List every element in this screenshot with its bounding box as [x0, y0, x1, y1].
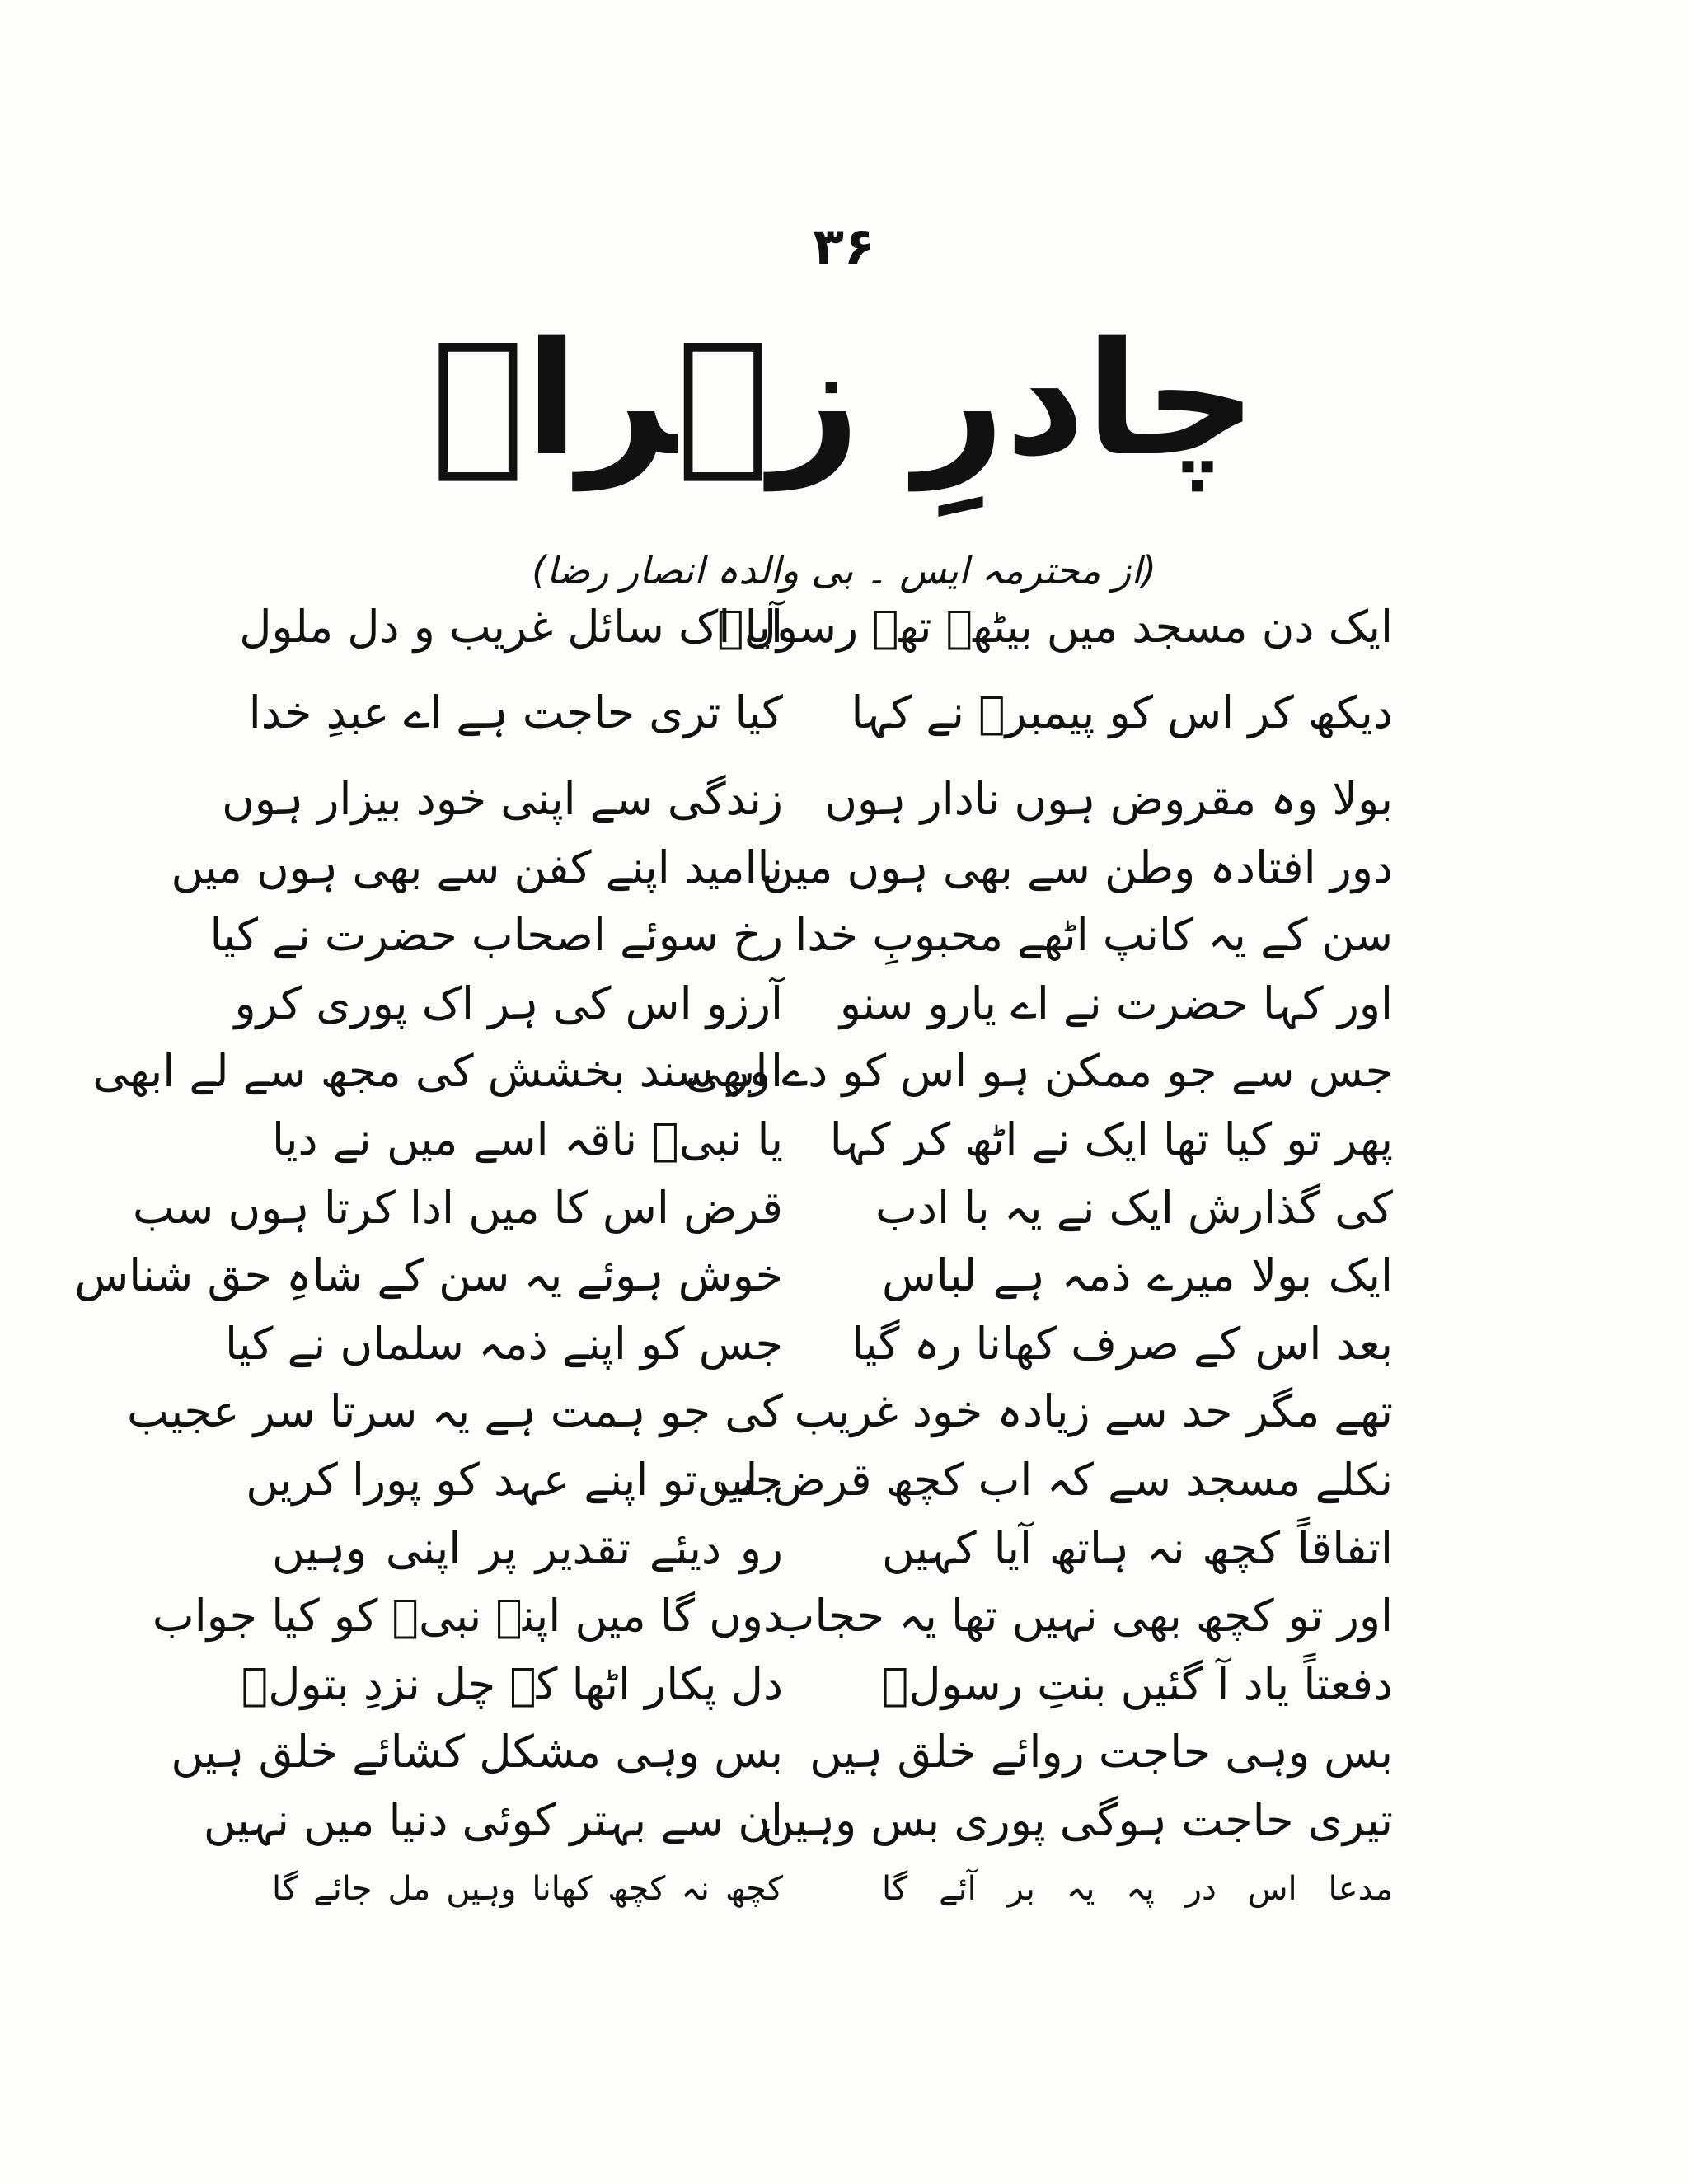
couplet-left-line: ناامید اپنے کفن سے بھی ہوں میں — [171, 841, 783, 893]
couplet-right-line: نکلے مسجد سے کہ اب کچھ قرض لیں — [696, 1454, 1393, 1507]
couplet — [239, 593, 1393, 662]
couplet-left-line: آیا اک سائل غریب و دل ملول — [239, 600, 783, 653]
couplet-right-line: دیکھ کر اس کو پیمبرؐ نے کہا — [851, 687, 1393, 739]
couplet-right-line: تیری حاجت ہوگی پوری بس وہیں — [762, 1793, 1393, 1846]
couplet-left-line: جس کو اپنے ذمہ سلماں نے کیا — [225, 1317, 783, 1370]
couplet-left-line: کچھ نہ کچھ کھانا وہیں مل جائے گا — [272, 1869, 783, 1908]
couplet — [246, 1446, 1393, 1515]
couplet — [209, 902, 1393, 970]
couplet — [171, 1719, 1393, 1788]
couplet-left-line: کیا تری حاجت ہے اے عبدِ خدا — [248, 687, 783, 739]
couplet-right-line: پھر تو کیا تھا ایک نے اٹھ کر کہا — [829, 1113, 1393, 1166]
couplet-right-line: بس وہی حاجت روائے خلق ہیں — [809, 1726, 1393, 1779]
couplet-left-line: دل پکار اٹھا کہ چل نزدِ بتولؑ — [241, 1657, 783, 1710]
couplet — [92, 1038, 1393, 1107]
poem-body — [74, 593, 1393, 1923]
couplet-right-line: ایک دن مسجد میں بیٹھے تھے رسولؐ — [717, 600, 1393, 653]
couplet-left-line: رخ سوئے اصحاب حضرت نے کیا — [209, 909, 783, 962]
couplet — [152, 1582, 1393, 1651]
couplet-right-line: اتفاقاً کچھ نہ ہاتھ آیا کہیں — [882, 1521, 1393, 1574]
couplet-left-line: قرض اس کا میں ادا کرتا ہوں سب — [133, 1181, 783, 1234]
couplet-left-line: بس وہی مشکل کشائے خلق ہیں — [171, 1726, 783, 1779]
couplet-right-line: ایک بولا میرے ذمہ ہے لباس — [882, 1249, 1393, 1302]
couplet — [241, 1651, 1393, 1719]
couplet — [127, 1379, 1393, 1447]
couplet — [272, 1106, 1393, 1174]
couplet-right-line: دفعتاً یاد آ گئیں بنتِ رسولؐ — [882, 1657, 1393, 1710]
couplet — [74, 1242, 1393, 1310]
couplet-right-line: بعد اس کے صرف کھانا رہ گیا — [851, 1317, 1393, 1370]
couplet — [171, 834, 1393, 902]
couplet-left-line: آرزو اس کی ہر اک پوری کرو — [234, 977, 783, 1029]
page-number: ۳۶ — [813, 216, 875, 276]
couplet-right-line: جس سے جو ممکن ہو اس کو دے ابھی — [685, 1045, 1393, 1098]
couplet — [234, 970, 1393, 1038]
couplet-left-line: رو دیئے تقدیر پر اپنی وہیں — [272, 1521, 783, 1574]
couplet-right-line: اور تو کچھ بھی نہیں تھا یہ حجاب — [772, 1590, 1393, 1643]
couplet-right-line: مدعا اس در پہ یہ بر آئے گا — [882, 1869, 1393, 1908]
couplet-right-line: اور کہا حضرت نے اے یارو سنو — [839, 977, 1393, 1029]
poem-title: چادرِ زہراؑ — [430, 308, 1258, 490]
couplet-left-line: خوش ہوئے یہ سن کے شاہِ حق شناس — [74, 1249, 783, 1302]
couplet-right-line: تھے مگر حد سے زیادہ خود غریب — [794, 1385, 1393, 1438]
couplet — [248, 680, 1393, 748]
couplet-right-line: سن کے یہ کانپ اٹھے محبوبِ خدا — [795, 909, 1393, 962]
couplet — [133, 1174, 1393, 1243]
couplet — [203, 1787, 1393, 1855]
couplet-left-line: کی جو ہمت ہے یہ سرتا سر عجیب — [127, 1385, 783, 1438]
couplet-left-line: جب تو اپنے عہد کو پورا کریں — [246, 1454, 783, 1507]
couplet — [272, 1515, 1393, 1583]
couplet-right-line: کی گذارش ایک نے یہ با ادب — [875, 1181, 1393, 1234]
couplet — [272, 1855, 1393, 1924]
couplet-left-line: یا نبیؐ ناقہ اسے میں نے دیا — [272, 1113, 783, 1166]
couplet-right-line: بولا وہ مقروض ہوں نادار ہوں — [824, 773, 1393, 826]
couplet-left-line: دوں گا میں اپنے نبیؐ کو کیا جواب — [152, 1590, 783, 1643]
author-byline: (از محترمہ ایس ۔ بی والدہ انصار رضا) — [532, 548, 1156, 593]
couplet-left-line: زندگی سے اپنی خود بیزار ہوں — [222, 773, 783, 826]
couplet — [225, 1310, 1393, 1379]
couplet — [222, 766, 1393, 834]
couplet-left-line: اور سند بخشش کی مجھ سے لے ابھی — [92, 1045, 783, 1098]
couplet-right-line: دور افتادہ وطن سے بھی ہوں میں — [762, 841, 1393, 893]
couplet-left-line: ان سے بہتر کوئی دنیا میں نہیں — [203, 1793, 783, 1846]
